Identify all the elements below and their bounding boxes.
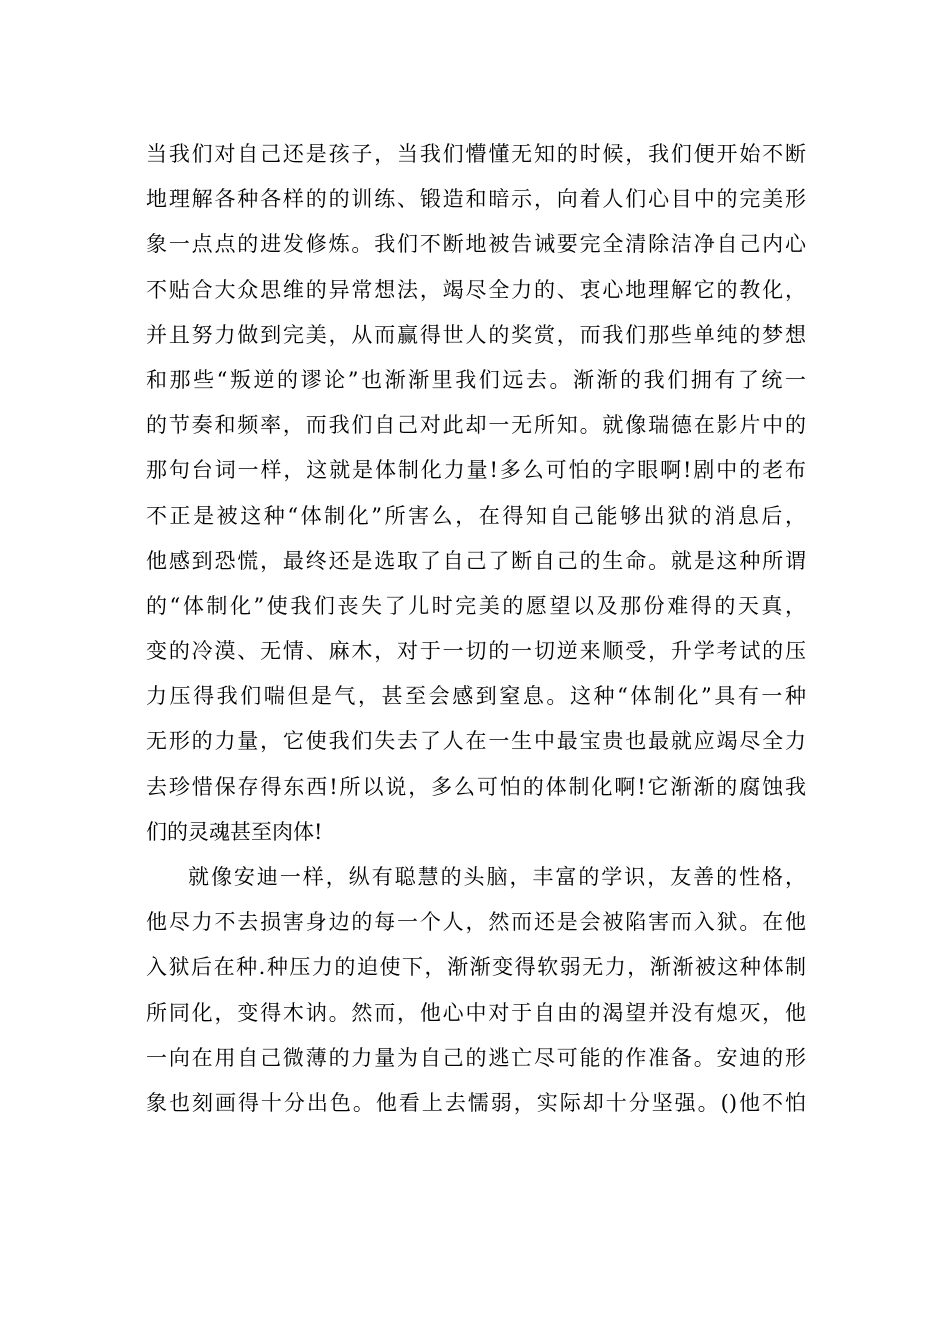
text-line: 入狱后在种.种压力的迫使下，渐渐变得软弱无力，渐渐被这种体制 xyxy=(146,955,806,980)
text-line: 力压得我们喘但是气，甚至会感到窒息。这种“体制化”具有一种 xyxy=(146,684,806,709)
text-line: 不正是被这种“体制化”所害么，在得知自己能够出狱的消息后， xyxy=(146,503,806,528)
text-line: 并且努力做到完美，从而赢得世人的奖赏，而我们那些单纯的梦想 xyxy=(146,322,806,347)
text-line: 地理解各种各样的的训练、锻造和暗示，向着人们心目中的完美形 xyxy=(146,187,806,212)
text-line: 无形的力量，它使我们失去了人在一生中最宝贵也最就应竭尽全力 xyxy=(146,729,806,754)
text-line: 所同化，变得木讷。然而，他心中对于自由的渴望并没有熄灭，他 xyxy=(146,1000,806,1025)
text-line: 的“体制化”使我们丧失了儿时完美的愿望以及那份难得的天真， xyxy=(146,593,806,618)
text-line: 当我们对自己还是孩子，当我们懵懂无知的时候，我们便开始不断 xyxy=(146,142,806,166)
body-text xyxy=(146,132,806,1126)
text-line: 他感到恐慌，最终还是选取了自己了断自己的生命。就是这种所谓 xyxy=(146,548,806,573)
text-line: 就像安迪一样，纵有聪慧的头脑，丰富的学识，友善的性格， xyxy=(188,865,806,889)
text-line: 和那些“叛逆的谬论”也渐渐里我们远去。渐渐的我们拥有了统一 xyxy=(146,367,806,392)
text-line: 们的灵魂甚至肉体! xyxy=(146,819,323,844)
text-line: 那句台词一样，这就是体制化力量!多么可怕的字眼啊!剧中的老布 xyxy=(146,458,806,483)
text-line: 去珍惜保存得东西!所以说，多么可怕的体制化啊!它渐渐的腐蚀我 xyxy=(146,774,806,799)
text-line: 的节奏和频率，而我们自己对此却一无所知。就像瑞德在影片中的 xyxy=(146,413,806,438)
text-line: 他尽力不去损害身边的每一个人，然而还是会被陷害而入狱。在他 xyxy=(146,910,806,935)
text-line: 一向在用自己微薄的力量为自己的逃亡尽可能的作准备。安迪的形 xyxy=(146,1045,806,1070)
text-line: 象也刻画得十分出色。他看上去懦弱，实际却十分坚强。()他不怕 xyxy=(146,1090,806,1115)
text-line: 不贴合大众思维的异常想法，竭尽全力的、衷心地理解它的教化， xyxy=(146,277,806,302)
text-line: 变的冷漠、无情、麻木，对于一切的一切逆来顺受，升学考试的压 xyxy=(146,639,806,664)
text-line: 象一点点的进发修炼。我们不断地被告诫要完全清除洁净自己内心 xyxy=(146,232,806,257)
